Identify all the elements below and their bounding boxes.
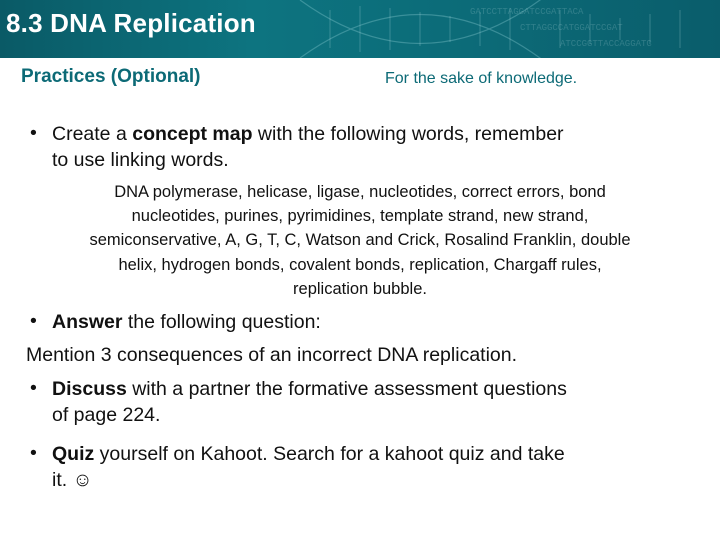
section-note: For the sake of knowledge. (385, 70, 578, 87)
word-list (20, 180, 700, 301)
section-subtitle: Practices (Optional) (21, 66, 201, 87)
answer-rest: the following question: (122, 311, 321, 333)
question-text: Mention 3 consequences of an incorrect DNA replication. (26, 344, 518, 366)
concept-map-line2: to use linking words. (52, 149, 229, 171)
concept-map-keyword: concept map (132, 123, 253, 145)
word-list-line: nucleotides, purines, pyrimidines, template strand, new strand, (131, 207, 589, 226)
discuss-instruction (52, 376, 567, 428)
header-banner (0, 0, 720, 58)
bullet-icon: • (30, 122, 37, 144)
quiz-line2: it. ☺ (52, 469, 93, 491)
bullet-icon: • (30, 310, 37, 332)
page-title: 8.3 DNA Replication (6, 8, 256, 38)
quiz-keyword: Quiz (52, 443, 95, 465)
svg-text:ATCCGGTTACCAGGATC: ATCCGGTTACCAGGATC (560, 39, 652, 49)
word-list-line: helix, hydrogen bonds, covalent bonds, replication, Chargaff rules, (118, 255, 602, 274)
quiz-instruction (52, 441, 565, 493)
svg-text:GATCCTTAGGATCCGATTACA: GATCCTTAGGATCCGATTACA (470, 7, 584, 17)
concept-map-instruction (52, 121, 564, 173)
word-list-line: semiconservative, A, G, T, C, Watson and Crick, Rosalind Franklin, double (89, 231, 631, 250)
svg-text:CTTAGGCCATGGATCCGAT: CTTAGGCCATGGATCCGAT (520, 23, 623, 33)
discuss-keyword: Discuss (52, 378, 127, 400)
discuss-rest: with a partner the formative assessment questions (126, 378, 567, 400)
answer-instruction (52, 309, 321, 335)
concept-map-pre: Create a (52, 123, 133, 145)
bullet-icon: • (30, 377, 37, 399)
bullet-icon: • (30, 442, 37, 464)
quiz-rest: yourself on Kahoot. Search for a kahoot quiz and take (94, 443, 565, 465)
concept-map-post: with the following words, remember (252, 123, 564, 145)
word-list-line: DNA polymerase, helicase, ligase, nucleotides, correct errors, bond (114, 183, 606, 201)
answer-keyword: Answer (52, 311, 123, 333)
word-list-line: replication bubble. (293, 279, 427, 298)
discuss-line2: of page 224. (52, 404, 161, 426)
